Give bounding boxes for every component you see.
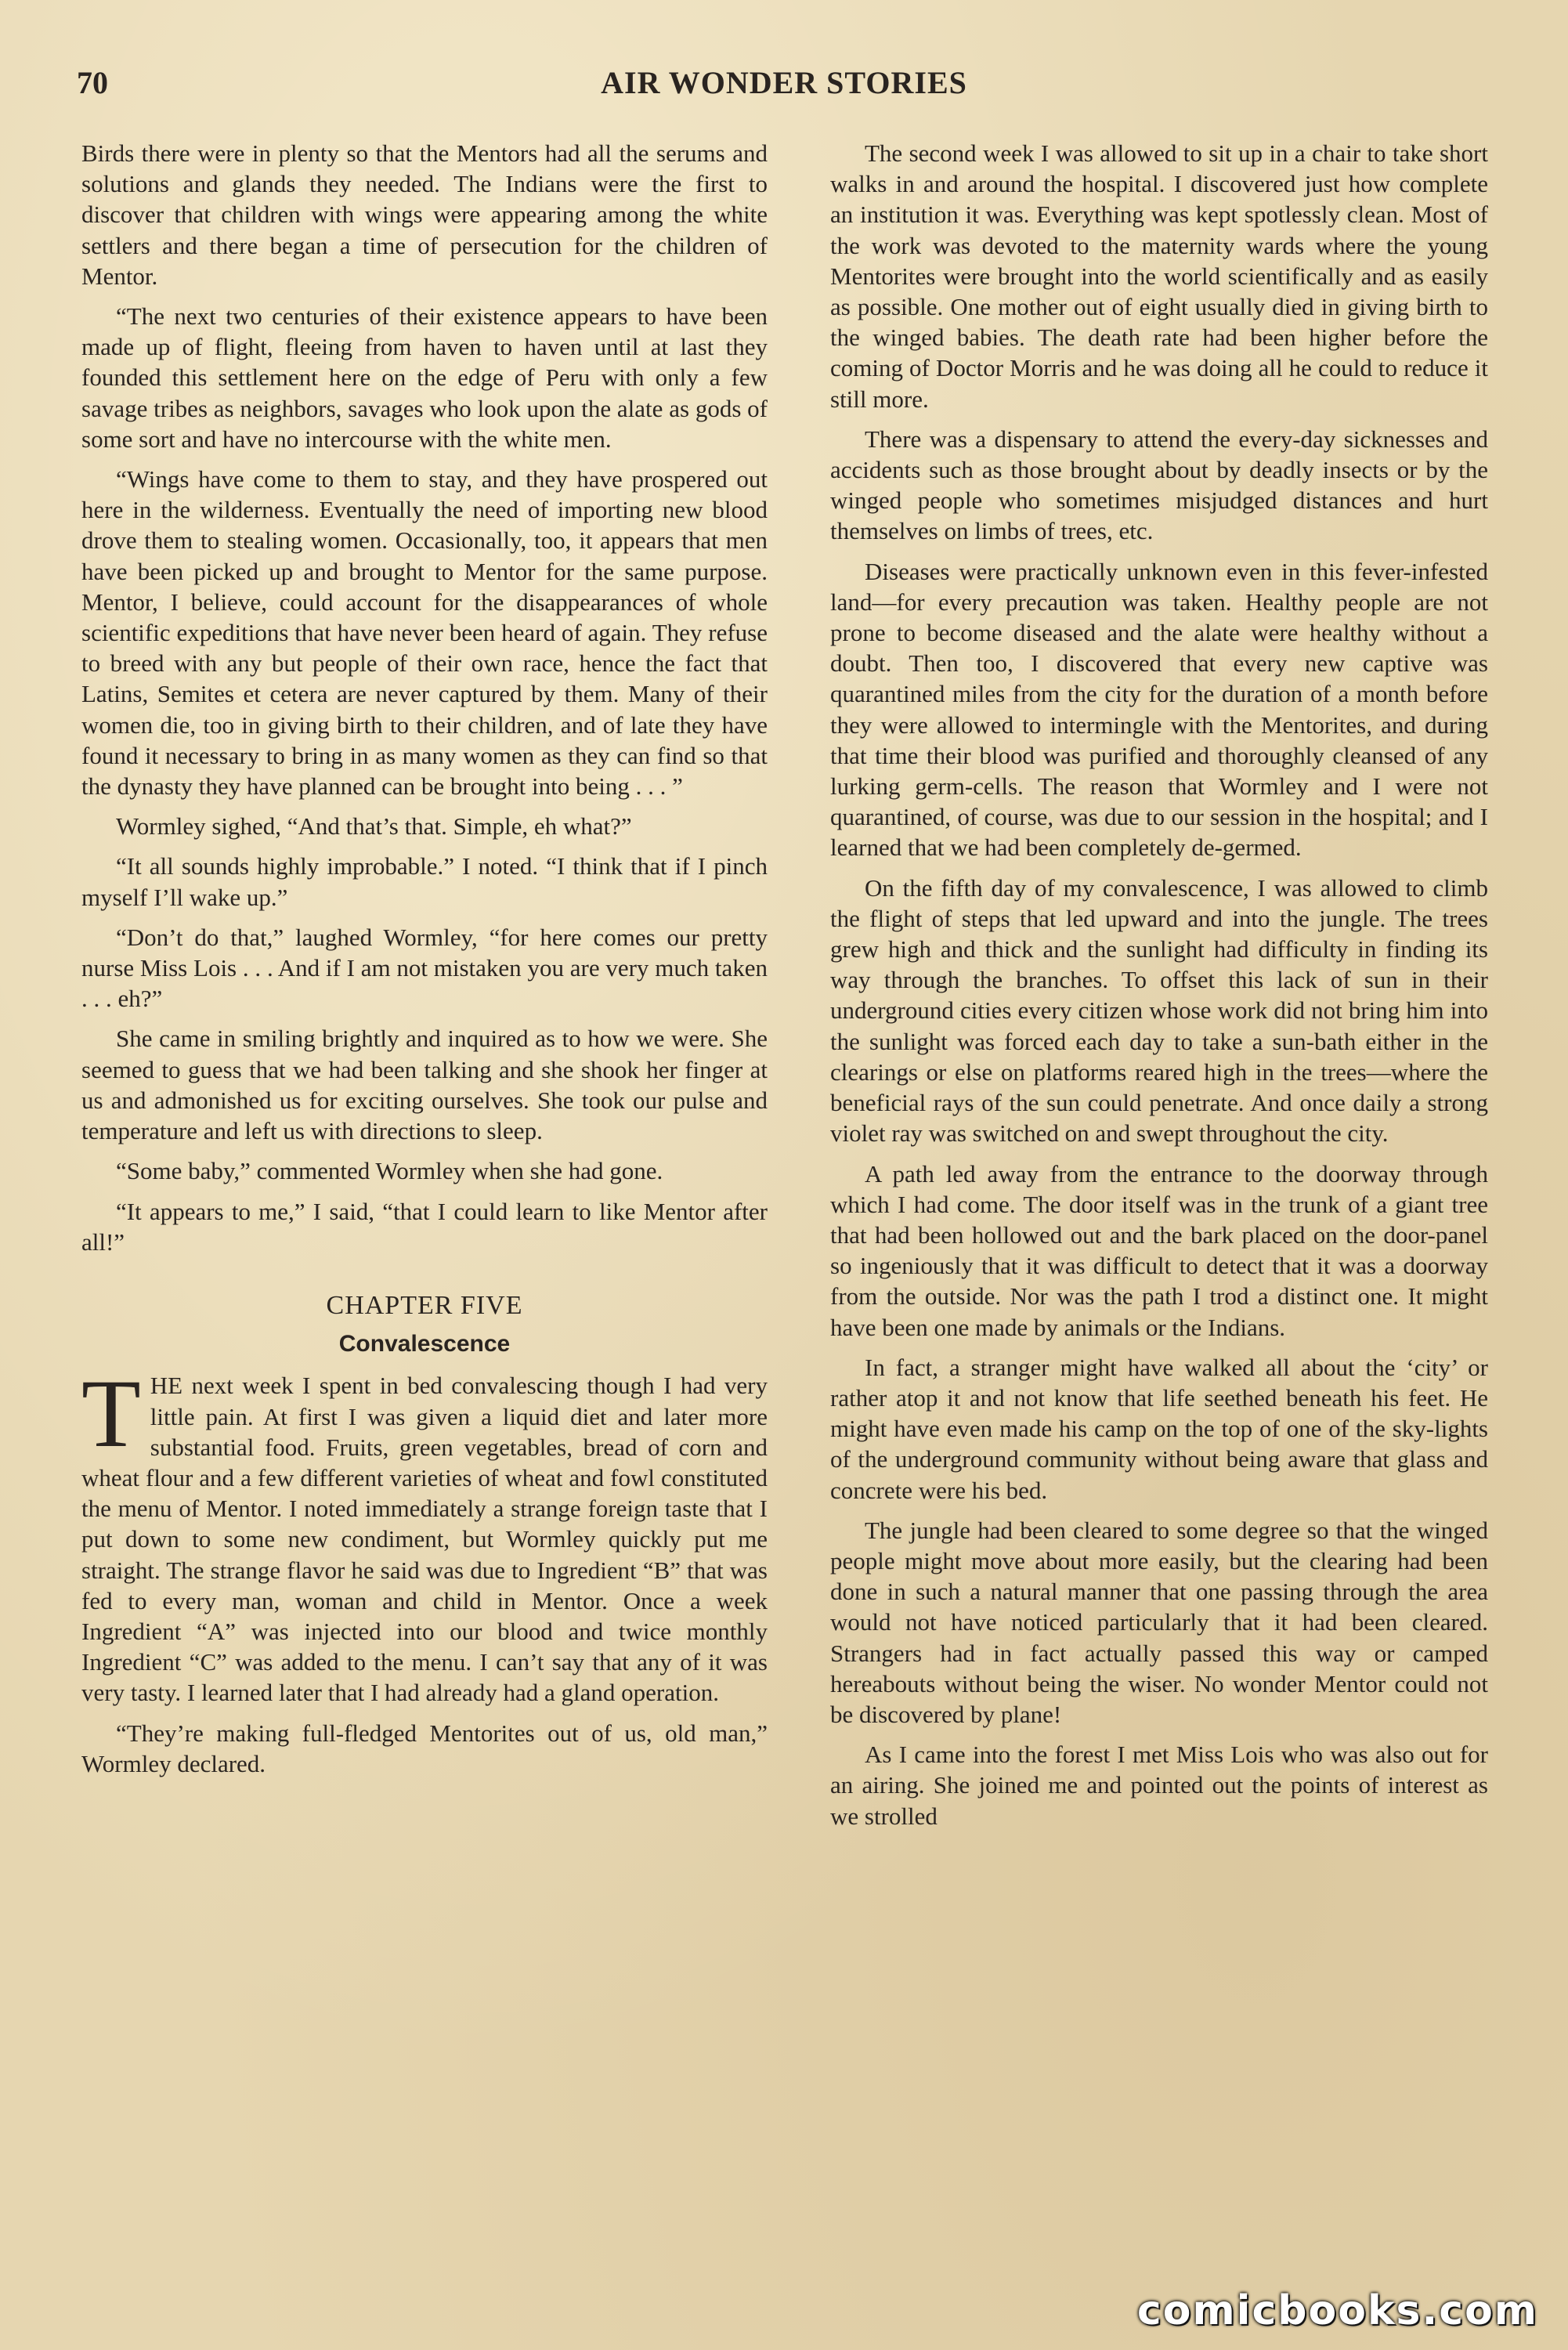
right-column	[830, 138, 1488, 1841]
paragraph: “Don’t do that,” laughed Wormley, “for here comes our pretty nurse Miss Lois . . . And if I am not mistaken you are very much taken . . . eh?”	[81, 923, 768, 1013]
paragraph: “The next two centuries of their existence appears to have been made up of flight, fleeing from haven to haven until at last they founded this settlement here on the edge of Peru with only a few savage tribes as neighbors, savages who look upon the alate as gods of some sort and have no intercourse with the white men.	[81, 302, 768, 453]
chapter-subheading: Convalescence	[338, 1331, 511, 1358]
paragraph: A path led away from the entrance to the doorway through which I had come. The door itself was in the trunk of a giant tree that had been hollowed out and the bark placed on the door-panel so ingeniously that it was difficult to detect that it was a doorway from the outside. Nor was the path I trod a distinct one. It might have been one made by animals or the Indians.	[830, 1159, 1488, 1341]
paragraph: The second week I was allowed to sit up in a chair to take short walks in and around the hospital. I discovered just how complete an institution it was. Everything was kept spotlessly clean. Most of the work was devoted to the maternity wards where the young Mentorites were brought into the world scientifically and as easily as possible. One mother out of eight usually died in giving birth to the winged babies. The death rate had been higher before the coming of Doctor Morris and he was doing all he could to reduce it still more.	[830, 139, 1488, 413]
paragraph-text: HE next week I spent in bed convalescing though I had very little pain. At first I was given a liquid diet and later more substantial food. Fruits, green vegetables, bread of corn and wheat flour and a few different varieties of wheat and fowl constituted the menu of Mentor. I noted immediately a strange foreign taste that I put down to some new condiment, but Wormley quickly put me straight. The strange flavor he said was due to Ingredient “B” that was fed to every man, woman and child in Mentor. Once a week Ingredient “A” was injected into our blood and twice monthly Ingredient “C” was added to the menu. I can’t say that any of it was very tasty. I learned later that I had already had a gland operation.	[81, 1372, 768, 1707]
paragraph: Birds there were in plenty so that the Mentors had all the serums and solutions and glands they needed. The Indians were the first to discover that children with wings were appearing among the white settlers and there began a time of persecution for the children of Mentor.	[81, 139, 768, 290]
paragraph: There was a dispensary to attend the every-day sicknesses and accidents such as those brought about by deadly insects or by the winged people who sometimes misjudged distances and hurt themselves on limbs of trees, etc.	[830, 425, 1488, 545]
paragraph: “It appears to me,” I said, “that I could learn to like Mentor after all!”	[81, 1197, 768, 1256]
left-column	[81, 138, 768, 1788]
chapter-heading: CHAPTER FIVE	[326, 1290, 523, 1320]
watermark: comicbooks.com	[1136, 2287, 1538, 2334]
paragraph: “It all sounds highly improbable.” I noted. “I think that if I pinch myself I’ll wake up.”	[81, 852, 768, 911]
paragraph: She came in smiling brightly and inquired as to how we were. She seemed to guess that we had been talking and she shook her finger at us and admonished us for exciting ourselves. She took our pulse and temperature and left us with directions to sleep.	[81, 1025, 768, 1145]
chapter-opening-paragraph	[81, 1360, 768, 1708]
paragraph: Wormley sighed, “And that’s that. Simple, eh what?”	[116, 812, 632, 841]
paragraph: “Some baby,” commented Wormley when she had gone.	[116, 1157, 663, 1185]
paragraph: Diseases were practically unknown even in this fever-infested land—for every precaution was taken. Healthy people are not prone to become diseased and the alate were healthy without a doubt. Then too, I discovered that every new captive was quarantined miles from the city for the duration of a month before they were allowed to intermingle with the Mentorites, and during that time their blood was purified and thoroughly cleansed of any lurking germ-cells. The reason that Wormley and I were not quarantined, of course, was due to our session in the hospital; and I learned that we had been completely de-germed.	[830, 557, 1488, 862]
drop-cap: T	[81, 1360, 141, 1468]
paragraph: “They’re making full-fledged Mentorites out of us, old man,” Wormley declared.	[81, 1719, 768, 1777]
paragraph: As I came into the forest I met Miss Lois who was also out for an airing. She joined me and pointed out the points of interest as we strolled	[830, 1741, 1488, 1830]
paragraph: The jungle had been cleared to some degree so that the winged people might move about more easily, but the clearing had been done in such a natural manner that one passing through the area would not have noticed particularly that it had been cleared. Strangers had in fact actually passed this way or camped hereabouts without being the wiser. No wonder Mentor could not be discovered by plane!	[830, 1516, 1488, 1728]
paragraph: “Wings have come to them to stay, and they have prospered out here in the wilderness. Eventually the need of importing new blood drove them to stealing women. Occasionally, too, it appears that men have been picked up and brought to Mentor for the same purpose. Mentor, I believe, could account for the disappearances of whole scientific expeditions that have never been heard of again. They refuse to breed with any but people of their own race, hence the fact that Latins, Semites et cetera are never captured by them. Many of their women die, too in giving birth to their children, and of late they have found it necessary to bring in as many women as they can find so that the dynasty they have planned can be brought into being . . . ”	[81, 465, 768, 801]
page-number: 70	[77, 65, 108, 100]
paragraph: In fact, a stranger might have walked all about the ‘city’ or rather atop it and not know that life seethed beneath his feet. He might have even made his camp on the top of one of the sky-lights of the underground community without being aware that glass and concrete were his bed.	[830, 1353, 1488, 1504]
running-title: AIR WONDER STORIES	[601, 65, 967, 100]
page-header	[77, 64, 1491, 111]
paragraph: On the fifth day of my convalescence, I was allowed to climb the flight of steps that led upward and into the jungle. The trees grew high and thick and the sunlight had difficulty in finding its way through the branches. To offset this lack of sun in their underground cities every citizen whose work did not bring him into the sunlight was forced each day to take a sun-bath either in the clearings or else on platforms reared high in the trees—where the beneficial rays of the sun could penetrate. And once daily a strong violet ray was switched on and swept throughout the city.	[830, 873, 1488, 1148]
